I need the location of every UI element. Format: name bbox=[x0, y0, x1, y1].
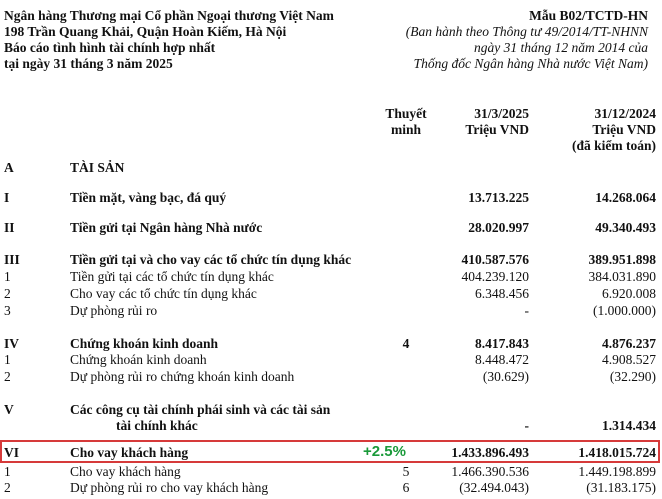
row-code: II bbox=[4, 220, 15, 235]
row-code: V bbox=[4, 402, 14, 417]
row-value-2024: 1.418.015.724 bbox=[578, 445, 656, 460]
row-label-continued: tài chính khác bbox=[116, 418, 198, 433]
issued-line-3: Thống đốc Ngân hàng Nhà nước Việt Nam) bbox=[413, 56, 648, 71]
row-value-2025: 1.433.896.493 bbox=[451, 445, 529, 460]
subrow-value-2024: 384.031.890 bbox=[588, 269, 656, 284]
subrow-code: 3 bbox=[4, 303, 11, 318]
change-badge: +2.5% bbox=[363, 443, 406, 460]
row-label: Chứng khoán kinh doanh bbox=[70, 336, 219, 351]
subrow-value-2025: 1.466.390.536 bbox=[451, 464, 529, 479]
subrow-value-2025: 8.448.472 bbox=[475, 352, 529, 367]
subrow-label: Tiền gửi tại các tổ chức tín dụng khác bbox=[70, 269, 274, 284]
issued-line-2: ngày 31 tháng 12 năm 2014 của bbox=[474, 40, 648, 55]
subrow-label: Cho vay khách hàng bbox=[70, 464, 181, 479]
subrow-label: Chứng khoán kinh doanh bbox=[70, 352, 207, 367]
col2-date: 31/12/2024 bbox=[594, 106, 656, 121]
subrow-value-2025: 6.348.456 bbox=[475, 286, 529, 301]
row-note: 4 bbox=[402, 336, 410, 351]
row-label: Tiền gửi tại và cho vay các tổ chức tín dụng khác bbox=[70, 252, 352, 267]
form-code: Mẫu B02/TCTD-HN bbox=[529, 8, 648, 23]
subrow-code: 1 bbox=[4, 464, 11, 479]
row-value-2025: 410.587.576 bbox=[461, 252, 529, 267]
row-value-2024: 49.340.493 bbox=[595, 220, 656, 235]
row-label: Tiền mặt, vàng bạc, đá quý bbox=[70, 190, 227, 205]
subrow-code: 2 bbox=[4, 369, 11, 384]
subrow-value-2024: 4.908.527 bbox=[602, 352, 656, 367]
subrow-code: 2 bbox=[4, 480, 11, 495]
row-value-2024: 4.876.237 bbox=[602, 336, 656, 351]
subrow-value-2025: (30.629) bbox=[482, 369, 529, 384]
col-note-line1: Thuyết bbox=[385, 106, 427, 121]
report-date: tại ngày 31 tháng 3 năm 2025 bbox=[4, 56, 173, 71]
row-code: I bbox=[4, 190, 10, 205]
subrow-code: 2 bbox=[4, 286, 11, 301]
row-value-2025: 13.713.225 bbox=[468, 190, 529, 205]
subrow-value-2024: 6.920.008 bbox=[602, 286, 656, 301]
row-value-2025: 8.417.843 bbox=[475, 336, 529, 351]
col2-unit: Triệu VND bbox=[592, 122, 656, 137]
row-value-2025: - bbox=[524, 418, 529, 433]
row-value-2025: 28.020.997 bbox=[468, 220, 529, 235]
row-label: Cho vay khách hàng bbox=[70, 445, 189, 460]
col-note-line2: minh bbox=[390, 122, 421, 137]
subrow-label: Dự phòng rủi ro chứng khoán kinh doanh bbox=[70, 369, 295, 384]
col1-unit: Triệu VND bbox=[465, 122, 529, 137]
row-code: III bbox=[4, 252, 20, 267]
subrow-note: 5 bbox=[402, 464, 410, 479]
row-value-2024: 389.951.898 bbox=[588, 252, 656, 267]
issued-line-1: (Ban hành theo Thông tư 49/2014/TT-NHNN bbox=[405, 24, 648, 39]
subrow-value-2025: - bbox=[524, 303, 529, 318]
subrow-label: Dự phòng rủi ro cho vay khách hàng bbox=[70, 480, 269, 495]
section-label: TÀI SẢN bbox=[70, 160, 125, 175]
subrow-label: Dự phòng rủi ro bbox=[70, 303, 158, 318]
subrow-value-2024: 1.449.198.899 bbox=[578, 464, 656, 479]
subrow-code: 1 bbox=[4, 352, 11, 367]
row-code: VI bbox=[4, 445, 20, 460]
subrow-code: 1 bbox=[4, 269, 11, 284]
subrow-value-2024: (1.000.000) bbox=[593, 303, 656, 318]
subrow-value-2025: 404.239.120 bbox=[461, 269, 529, 284]
subrow-value-2025: (32.494.043) bbox=[459, 480, 529, 495]
subrow-value-2024: (31.183.175) bbox=[586, 480, 656, 495]
row-label: Các công cụ tài chính phái sinh và các tài sản bbox=[70, 402, 331, 417]
subrow-note: 6 bbox=[402, 480, 410, 495]
col1-date: 31/3/2025 bbox=[474, 106, 529, 121]
report-title: Báo cáo tình hình tài chính hợp nhất bbox=[4, 40, 216, 55]
row-value-2024: 1.314.434 bbox=[602, 418, 656, 433]
row-code: IV bbox=[4, 336, 20, 351]
bank-address: 198 Trần Quang Khải, Quận Hoàn Kiếm, Hà Nội bbox=[4, 24, 287, 39]
row-value-2024: 14.268.064 bbox=[595, 190, 656, 205]
section-code: A bbox=[4, 160, 14, 175]
row-label: Tiền gửi tại Ngân hàng Nhà nước bbox=[70, 220, 263, 235]
col2-audited: (đã kiểm toán) bbox=[572, 138, 656, 153]
bank-name: Ngân hàng Thương mại Cổ phần Ngoại thương Việt Nam bbox=[4, 8, 334, 23]
subrow-label: Cho vay các tổ chức tín dụng khác bbox=[70, 286, 257, 301]
subrow-value-2024: (32.290) bbox=[609, 369, 656, 384]
